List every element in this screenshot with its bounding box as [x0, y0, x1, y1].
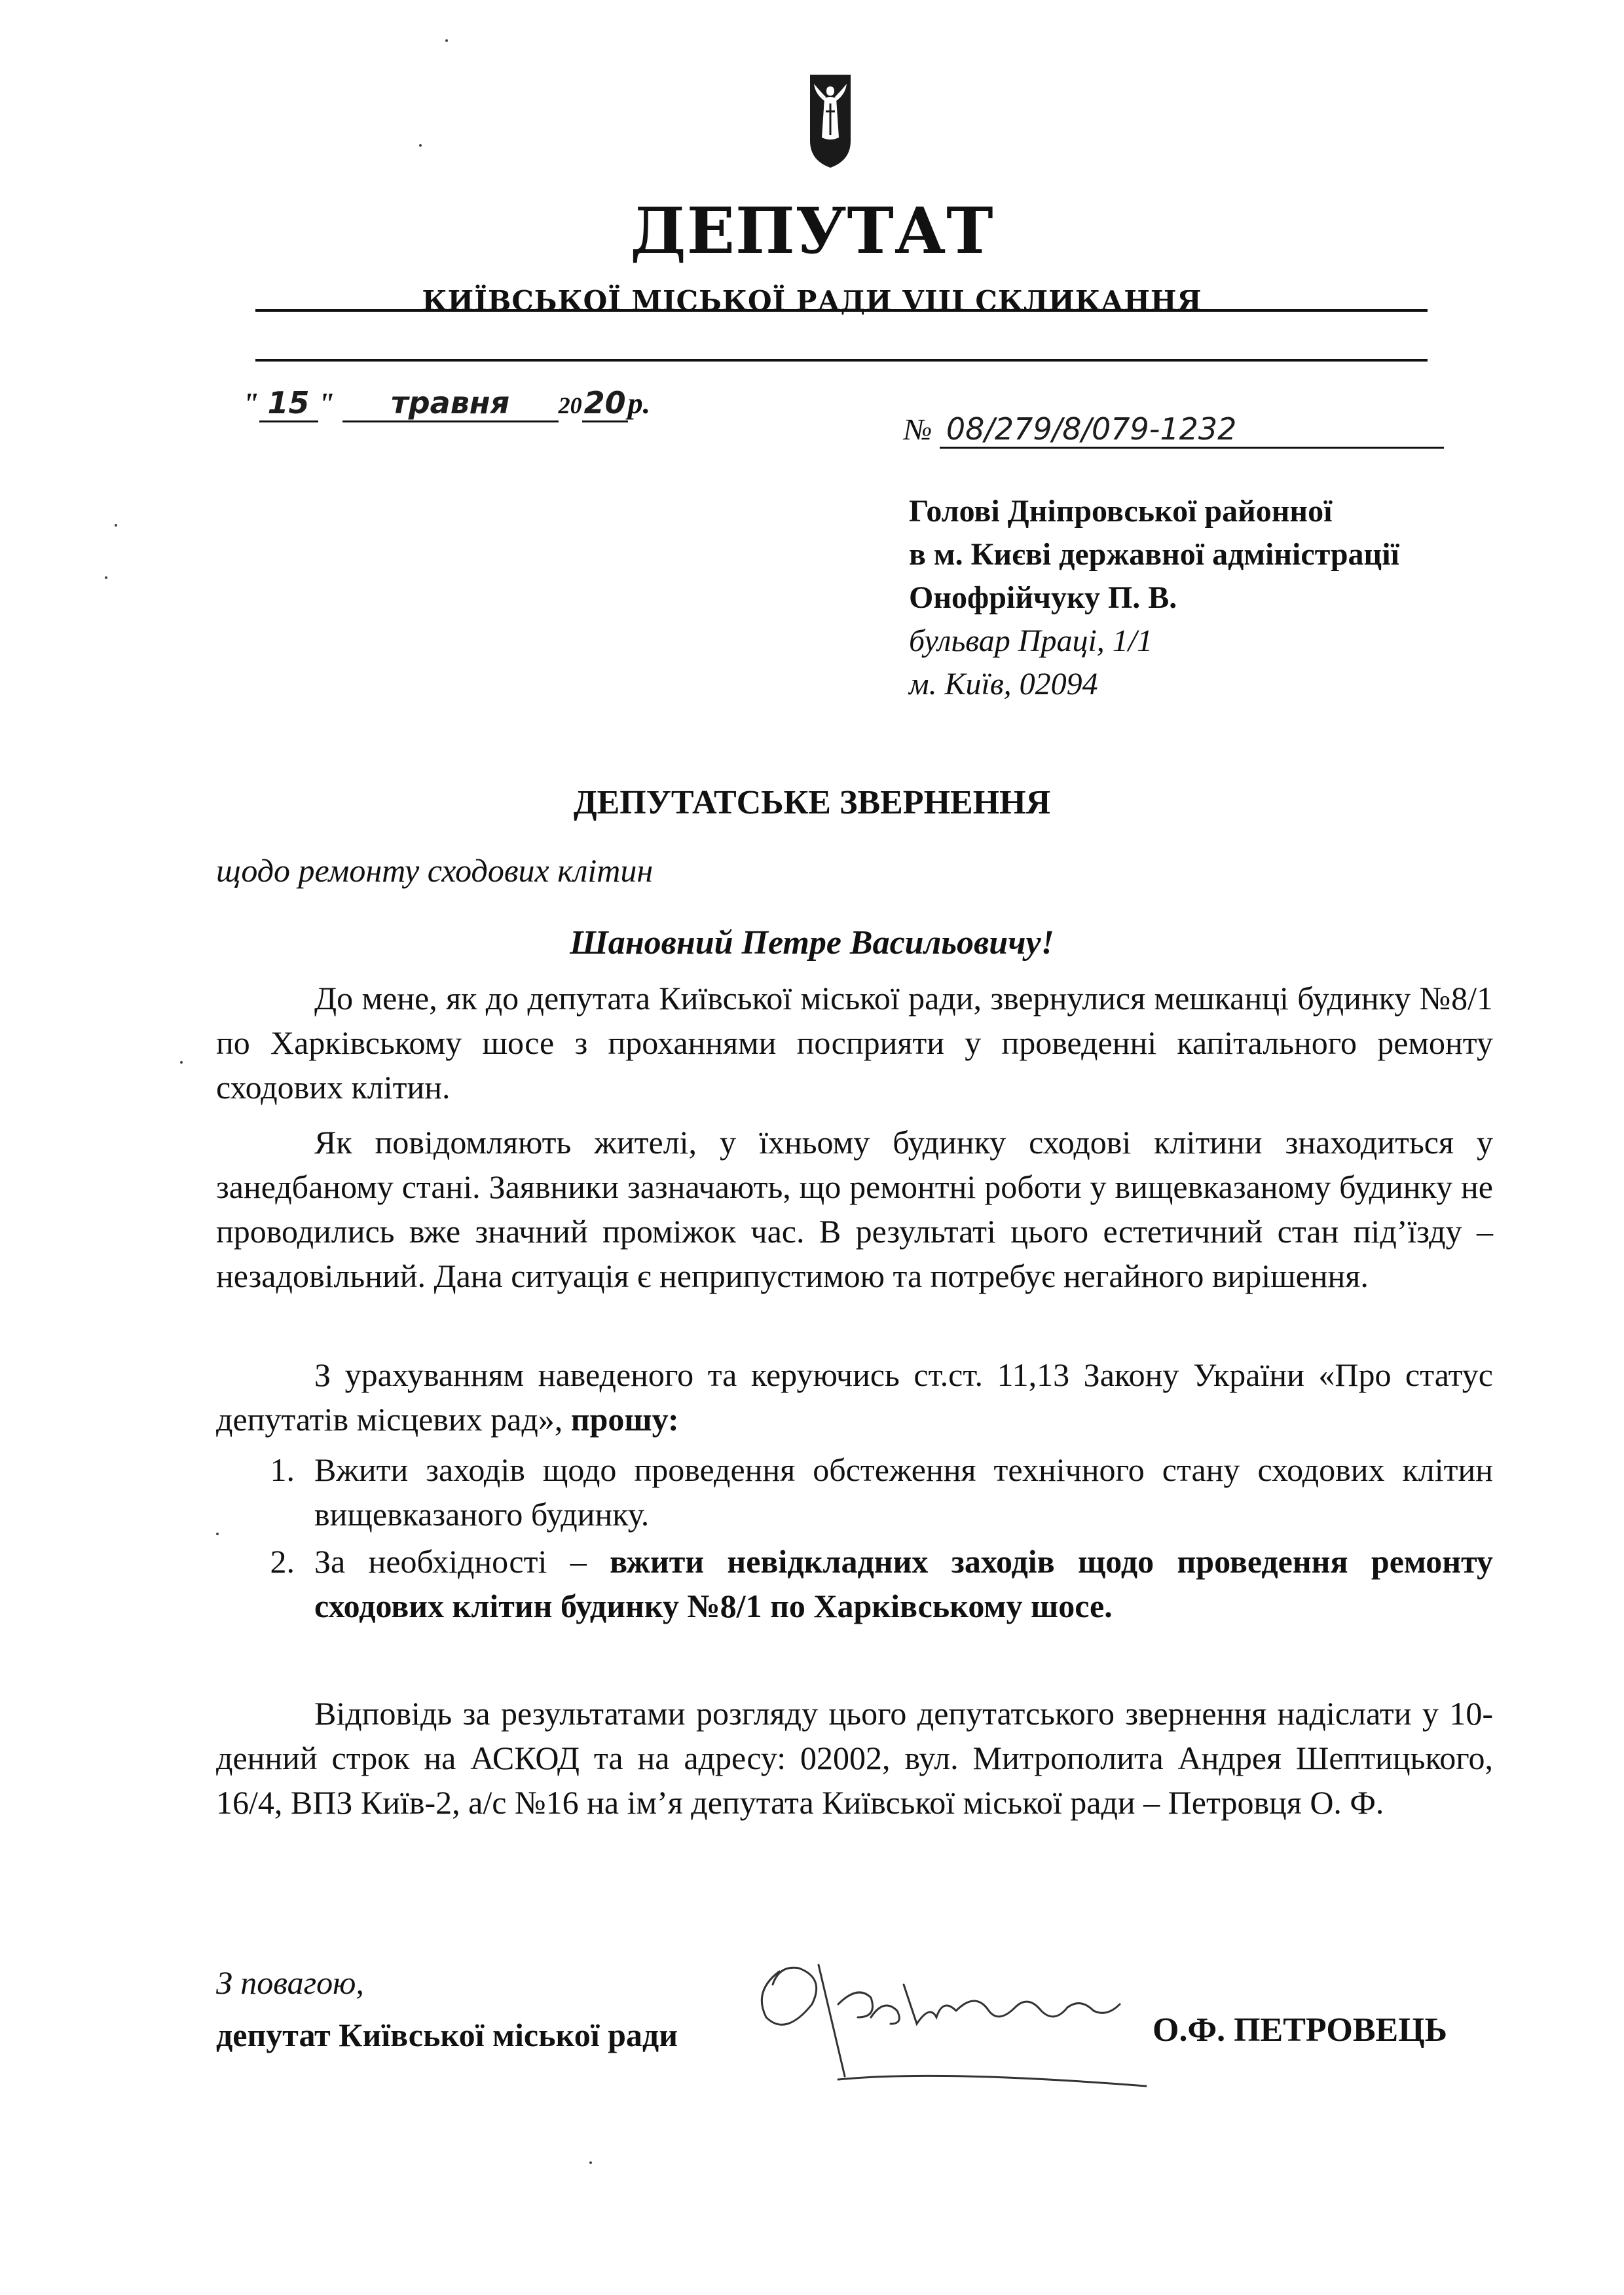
addressee-street: бульвар Праці, 1/1 — [909, 624, 1153, 658]
date-year: 20 — [582, 385, 628, 422]
reference-number — [904, 411, 1444, 449]
letterhead-subtitle: КИЇВСЬКОЇ МІСЬКОЇ РАДИ VIII СКЛИКАННЯ — [422, 285, 1202, 317]
scan-speck — [445, 39, 448, 42]
scan-speck — [180, 1061, 183, 1064]
body-paragraph: Відповідь за результатами розгляду цього депутатського звернення надіслати у 10-денний строк на АСКОД та на адресу: 02002, вул. Митрополита Андрея Шептицького, 16/4, ВПЗ Київ-2, а/с №16 на ім’я депутата Київської міської ради – Петровця О. Ф. — [216, 1695, 1493, 1821]
addressee-city: м. Київ, 02094 — [909, 667, 1098, 701]
letterhead-rule-bottom — [255, 359, 1428, 362]
list-item: 2. За необхідності – вжити невідкладних заходів щодо проведення ремонту сходових клітин будинку №8/1 по Харківському шосе. — [270, 1543, 1493, 1624]
body-paragraph: З урахуванням наведеного та керуючись ст.ст. 11,13 Закону України «Про статус депутатів місцевих рад», прошу: — [216, 1356, 1493, 1438]
scan-speck — [115, 524, 117, 527]
addressee-line: в м. Києві державної адміністрації — [909, 537, 1399, 572]
addressee-line: Голові Дніпровської районної — [909, 494, 1333, 529]
addressee-name: Онофрійчуку П. В. — [909, 580, 1177, 615]
request-list — [216, 1447, 1493, 1631]
letterhead-rule-top — [255, 309, 1428, 312]
signatory-name: О.Ф. ПЕТРОВЕЦЬ — [1153, 2011, 1448, 2049]
kyiv-coat-of-arms-icon — [807, 72, 853, 170]
scan-speck — [589, 2161, 592, 2164]
closing-phrase: З повагою, — [216, 1964, 364, 2001]
body-paragraph: До мене, як до депутата Київської міської ради, звернулися мешканці будинку №8/1 по Харківському шосе з проханнями посприяти у проведенні капітального ремонту сходових клітин. — [216, 980, 1493, 1106]
signatory-role: депутат Київської міської ради — [216, 2017, 678, 2053]
document-title: ДЕПУТАТСЬКЕ ЗВЕРНЕННЯ — [573, 784, 1051, 821]
greeting: Шановний Петре Васильовичу! — [570, 924, 1054, 961]
date-month: травня — [342, 385, 559, 422]
letterhead-title: ДЕПУТАТ — [630, 194, 994, 268]
list-item: 1. Вжити заходів щодо проведення обстеження технічного стану сходових клітин вищевказаного будинку. — [270, 1451, 1493, 1533]
handwritten-signature — [740, 1945, 1159, 2116]
scan-speck — [105, 576, 107, 579]
body-paragraph: Як повідомляють жителі, у їхньому будинку сходові клітини знаходиться у занедбаному стані. Заявники зазначають, що ремонтні роботи у вищевказаному будинку не проводились вже значний проміжок час. В результаті цього естетичний стан під’їзду – незадовільний. Дана ситуація є неприпустимою та потребує негайного вирішення. — [216, 1124, 1493, 1294]
date-day: 15 — [259, 385, 318, 422]
addressee-block — [909, 490, 1399, 706]
scan-speck — [216, 1533, 219, 1535]
document-date: " 15 " травня 2020р. — [242, 385, 650, 422]
scan-speck — [419, 144, 422, 147]
reference-value: 08/279/8/079-1232 — [940, 411, 1444, 449]
document-subject: щодо ремонту сходових клітин — [216, 852, 654, 889]
reference-label: № — [904, 413, 932, 446]
